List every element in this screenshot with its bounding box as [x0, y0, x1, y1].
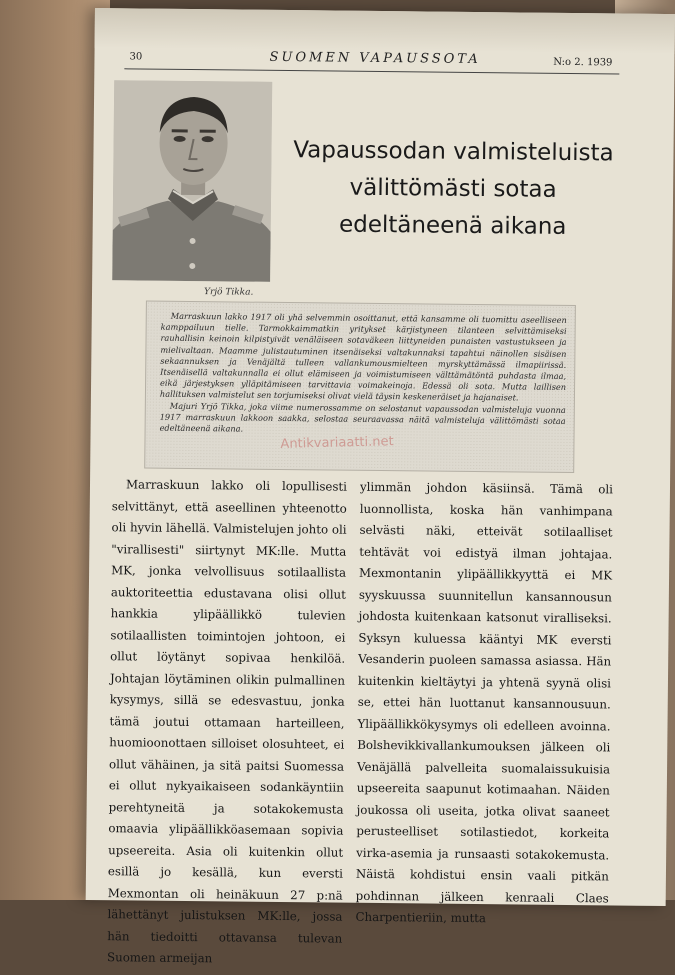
intro-paragraph: Majuri Yrjö Tikka, joka viime numerossamme on selostanut vapaussodan valmisteluja vuonna 1917 marraskuun lakkoon saakka, selostaa seuraavassa näitä valmisteluja välittömästi sotaa edeltäneenä aikana.: [159, 400, 566, 434]
page-number: 30: [129, 51, 143, 63]
watermark: Antikvariaatti.net: [280, 434, 394, 452]
column-right: [355, 477, 613, 931]
issue-number: N:o 2. 1939: [553, 56, 613, 69]
intro-text: [160, 311, 567, 438]
body-paragraph: ylimmän johdon käsiinsä. Tämä oli luonnollista, koska hän vanhimpana selvästi näki, etteivät sotilaalliset tehtävät voi edistyä ilman johtajaa. Mexmontanin ylipäällikkyyttä ei MK syyskuussa suunnitellun kansannousun johdosta kuitenkaan katsonut viralliseksi. Syksyn kuluessa kääntyi MK eversti Vesanderin puoleen samassa asiassa. Hän kuitenkin kieltäytyi ja yhtenä syynä olisi se, ettei hän luottanut kansannousuun. Ylipäällikkökysymys oli edelleen avoinna. Bolshevikkivallankumouksen jälkeen oli Venäjällä palvelleita suomalaissukuisia upseereita saapunut kotimaahan. Näiden joukossa oli useita, jotka olivat saaneet perusteelliset sotilastiedot, korkeita virka-asemia ja runsaasti sotakokemusta. Näistä kohdistui ensin vaali pitkän pohdinnan jälkeen kenraali Claes Charpentieriin, mutta: [355, 479, 614, 926]
column-left: [107, 474, 347, 971]
photo-caption: Yrjö Tikka.: [203, 287, 254, 298]
intro-paragraph: Marraskuun lakko 1917 oli yhä selvemmin osoittanut, että kansamme oli tuomittu aseelliseen kamppailuun tielle. Tarmokkaimmatkin yritykset kärjistyneen tilanteen selvittämiseksi rauhallisin keinoin kilpistyivät venäläiseen sotaväkeen liittyneiden punaisten vastustukseen ja mielivaltaan. Maamme julistautuminen itsenäiseksi valtakunnaksi tapahtui näinollen sisäisen sekaannuksen ja Venäjältä tulleen vallankumousmielteen myrskyttämässä ilmapiirissä. Itsenäisellä valtakunnalla ei ollut elämiseen ja voimistumiseen välttämätöntä puhdasta ilmaa, eikä järjestyksen ylläpitämiseen tarvittavia voimakeinoja. Edessä oli sota. Mutta laillisen hallituksen valmistelut sen torjumiseksi olivat vielä täysin keskeneräiset ja hajanaiset.: [159, 310, 567, 403]
article-headline: Vapaussodan valmisteluista välittömästi sotaa edeltäneenä aikana: [293, 137, 614, 240]
magazine-title: SUOMEN VAPAUSSOTA: [269, 49, 481, 68]
magazine-page: [86, 8, 675, 966]
page-shadow: [95, 8, 675, 54]
author-portrait: [112, 80, 272, 282]
body-paragraph: Marraskuun lakko oli lopullisesti selvittänyt, että aseellinen yhteenotto oli hyvin lähellä. Valmistelujen johto oli "virallisesti" siirtynyt MK:lle. Mutta MK, jonka velvollisuus sotilaallista auktoriteettia edustavana olisi ollut hankkia ylipäällikkö tulevien sotilaallisten toimintojen johtoon, ei ollut löytänyt sopivaa henkilöä. Johtajan löytäminen olikin pulmallinen kysymys, sillä se edesvastuu, jonka tämä joutui ottamaan harteilleen, huomioonottaen silloiset olosuhteet, ei ollut vähäinen, ja sitä paitsi Suomessa ei ollut nykyaikaiseen sodankäyntiin perehtyneitä ja sotakokemusta omaavia ylipäällikköasemaan sopivia upseereita. Asia oli kuitenkin ollut esillä jo kesällä, kun eversti Mexmontan oli heinäkuun 27 p:nä lähettänyt julistuksen MK:lle, jossa hän tiedoitti ottavansa tulevan Suomen armeijan: [106, 477, 348, 966]
running-header: [94, 50, 674, 76]
